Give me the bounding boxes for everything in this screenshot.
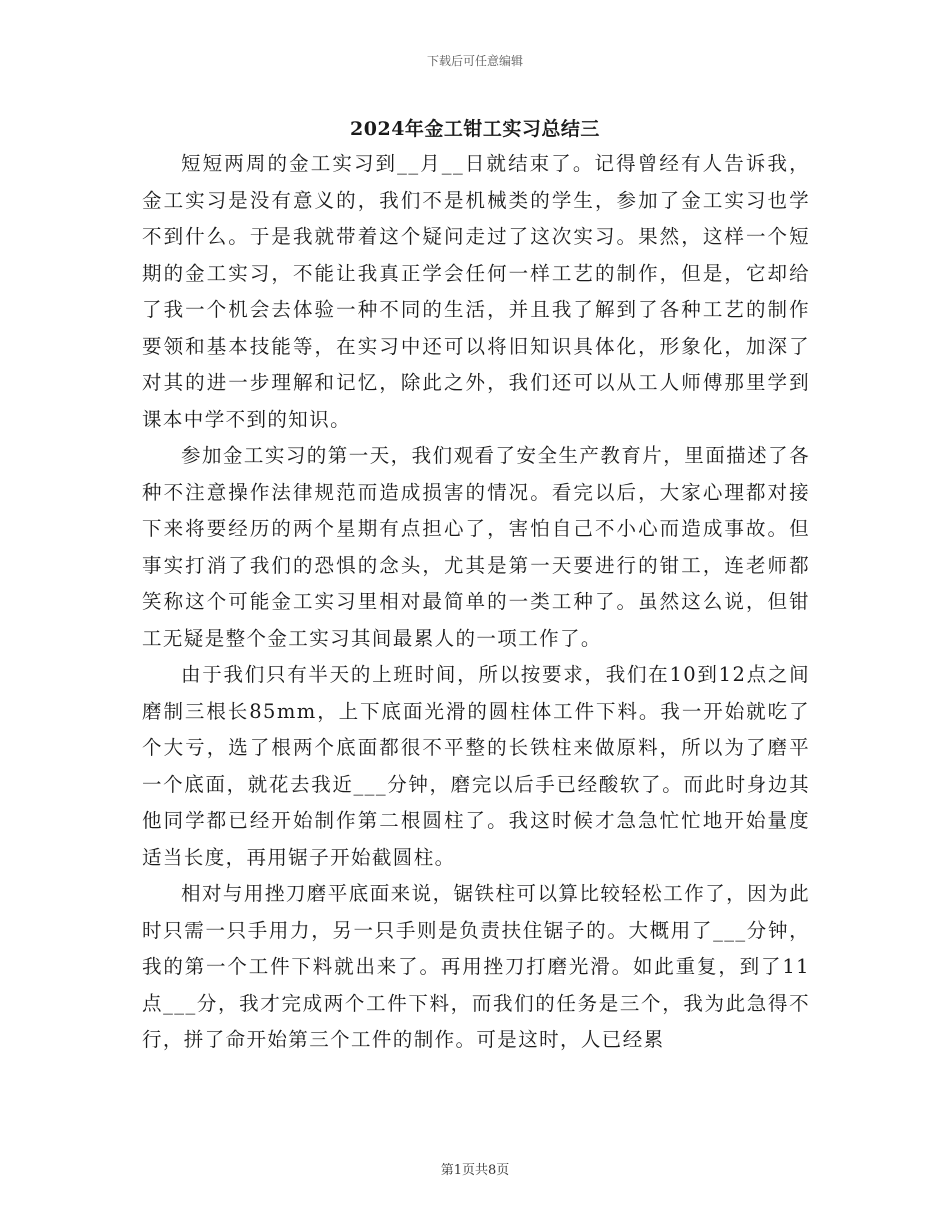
- document-title: 2024年金工钳工实习总结三: [350, 118, 600, 140]
- page-number: 第1页共8页: [440, 1163, 510, 1178]
- paragraph-2: 参加金工实习的第一天，我们观看了安全生产教育片，里面描述了各种不注意操作法律规范而造成损害的情况。看完以后，大家心理都对接下来将要经历的两个星期有点担心了，害怕自己不小心而造成事故。但事实打消了我们的恐惧的念头，尤其是第一天要进行的钳工，连老师都笑称这个可能金工实习里相对最简单的一类工种了。虽然这么说，但钳工无疑是整个金工实习其间最累人的一项工作了。: [142, 444, 810, 650]
- paragraph-1: 短短两周的金工实习到__月__日就结束了。记得曾经有人告诉我，金工实习是没有意义的，我们不是机械类的学生，参加了金工实习也学不到什么。于是我就带着这个疑问走过了这次实习。果然，这样一个短期的金工实习，不能让我真正学会任何一样工艺的制作，但是，它却给了我一个机会去体验一种不同的生活，并且我了解到了各种工艺的制作要领和基本技能等，在实习中还可以将旧知识具体化，形象化，加深了对其的进一步理解和记忆，除此之外，我们还可以从工人师傅那里学到课本中学不到的知识。: [142, 152, 810, 431]
- paragraph-4: 相对与用挫刀磨平底面来说，锯铁柱可以算比较轻松工作了，因为此时只需一只手用力，另一只手则是负责扶住锯子的。大概用了___分钟，我的第一个工件下料就出来了。再用挫刀打磨光滑。如此重复，到了11点___分，我才完成两个工件下料，而我们的任务是三个，我为此急得不行，拼了命开始第三个工件的制作。可是这时，人已经累: [142, 882, 810, 1051]
- page-header-note: 下载后可任意编辑: [426, 54, 523, 68]
- document-body: [142, 146, 810, 1059]
- paragraph-3: 由于我们只有半天的上班时间，所以按要求，我们在10到12点之间磨制三根长85mm，上下底面光滑的圆柱体工件下料。我一开始就吃了个大亏，选了根两个底面都很不平整的长铁柱来做原料，所以为了磨平一个底面，就花去我近___分钟，磨完以后手已经酸软了。而此时身边其他同学都已经开始制作第二根圆柱了。我这时候才急急忙忙地开始量度适当长度，再用锯子开始截圆柱。: [142, 663, 810, 869]
